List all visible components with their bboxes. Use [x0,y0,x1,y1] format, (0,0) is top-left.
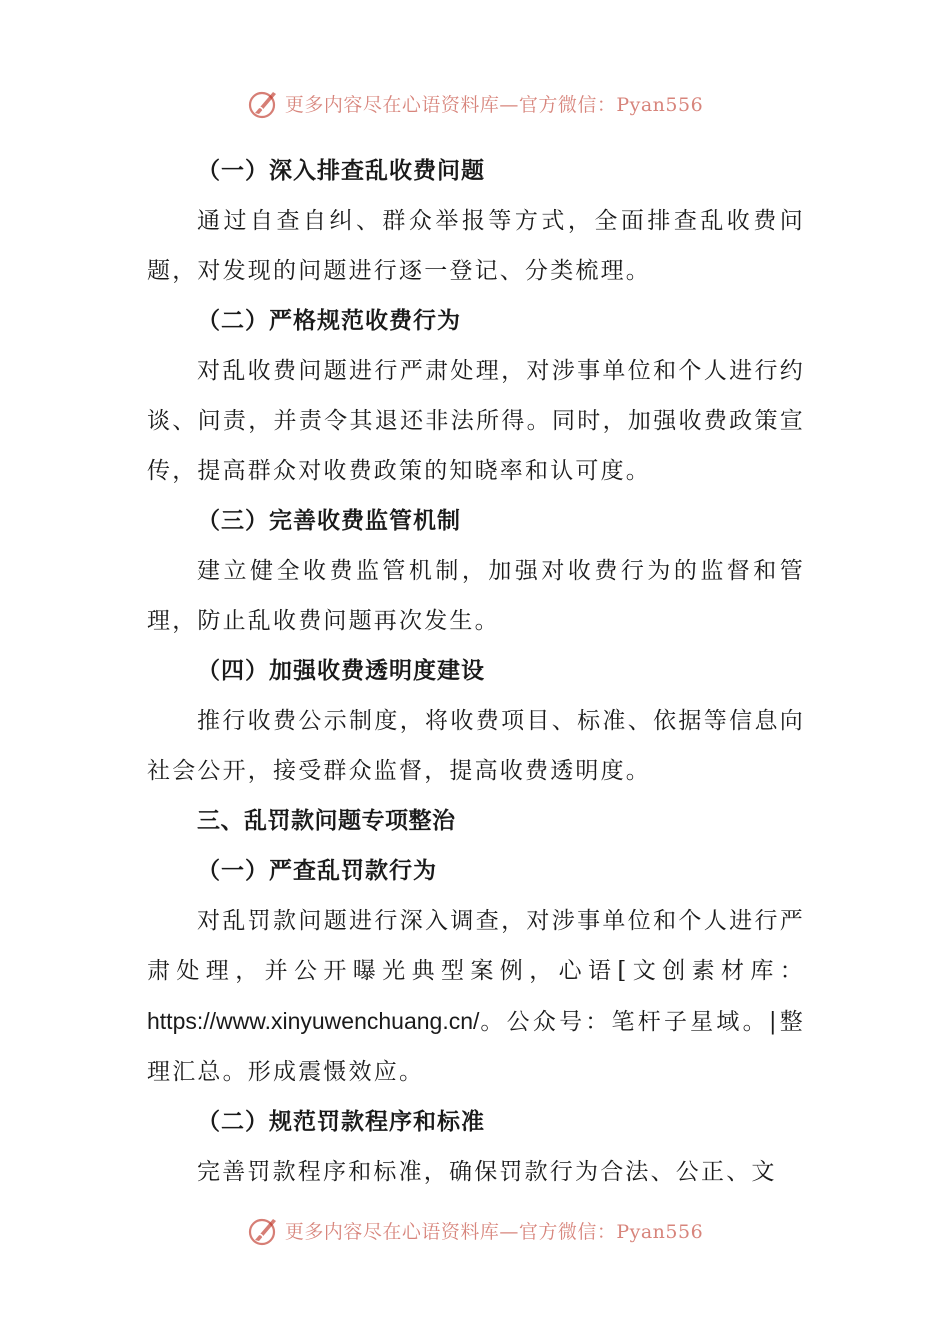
subheading: （四）加强收费透明度建设 [197,657,485,684]
subheading: （一）深入排查乱收费问题 [197,157,485,184]
paragraph: 推行收费公示制度，将收费项目、标准、依据等信息向社会公开，接受群众监督，提高收费透明度。 [147,708,805,784]
quill-pen-circle-icon [247,86,281,120]
quill-pen-circle-icon [247,1213,281,1247]
paragraph: 建立健全收费监管机制，加强对收费行为的监督和管理，防止乱收费问题再次发生。 [147,558,805,634]
watermark-text: 更多内容尽在心语资料库—官方微信：Pyan556 [284,93,704,116]
subheading: （一）严查乱罚款行为 [197,857,437,884]
watermark-text: 更多内容尽在心语资料库—官方微信：Pyan556 [284,1220,704,1243]
website-link[interactable]: https://www.xinyuwenchuang.cn/ [147,1008,480,1034]
section-heading: 三、乱罚款问题专项整治 [197,807,456,834]
paragraph: 对乱收费问题进行严肃处理，对涉事单位和个人进行约谈、问责，并责令其退还非法所得。同时，加强收费政策宣传，提高群众对收费政策的知晓率和认可度。 [147,358,805,484]
watermark-banner-top [0,83,950,123]
paragraph: 完善罚款程序和标准，确保罚款行为合法、公正、文 [197,1159,777,1185]
watermark-banner-bottom [0,1210,950,1250]
subheading: （二）规范罚款程序和标准 [197,1108,485,1135]
paragraph-text-after: 。公众号：笔杆子星域。|整理汇总。形成震慑效应。 [147,1009,805,1085]
document-body [147,146,805,1197]
paragraph: 通过自查自纠、群众举报等方式，全面排查乱收费问题，对发现的问题进行逐一登记、分类梳理。 [147,208,805,284]
paragraph-text-before: 对乱罚款问题进行深入调查，对涉事单位和个人进行严肃处理，并公开曝光典型案例，心语[文创素材库： [147,908,805,984]
subheading: （二）严格规范收费行为 [197,307,461,334]
subheading: （三）完善收费监管机制 [197,507,461,534]
paragraph-with-link [147,896,805,1097]
